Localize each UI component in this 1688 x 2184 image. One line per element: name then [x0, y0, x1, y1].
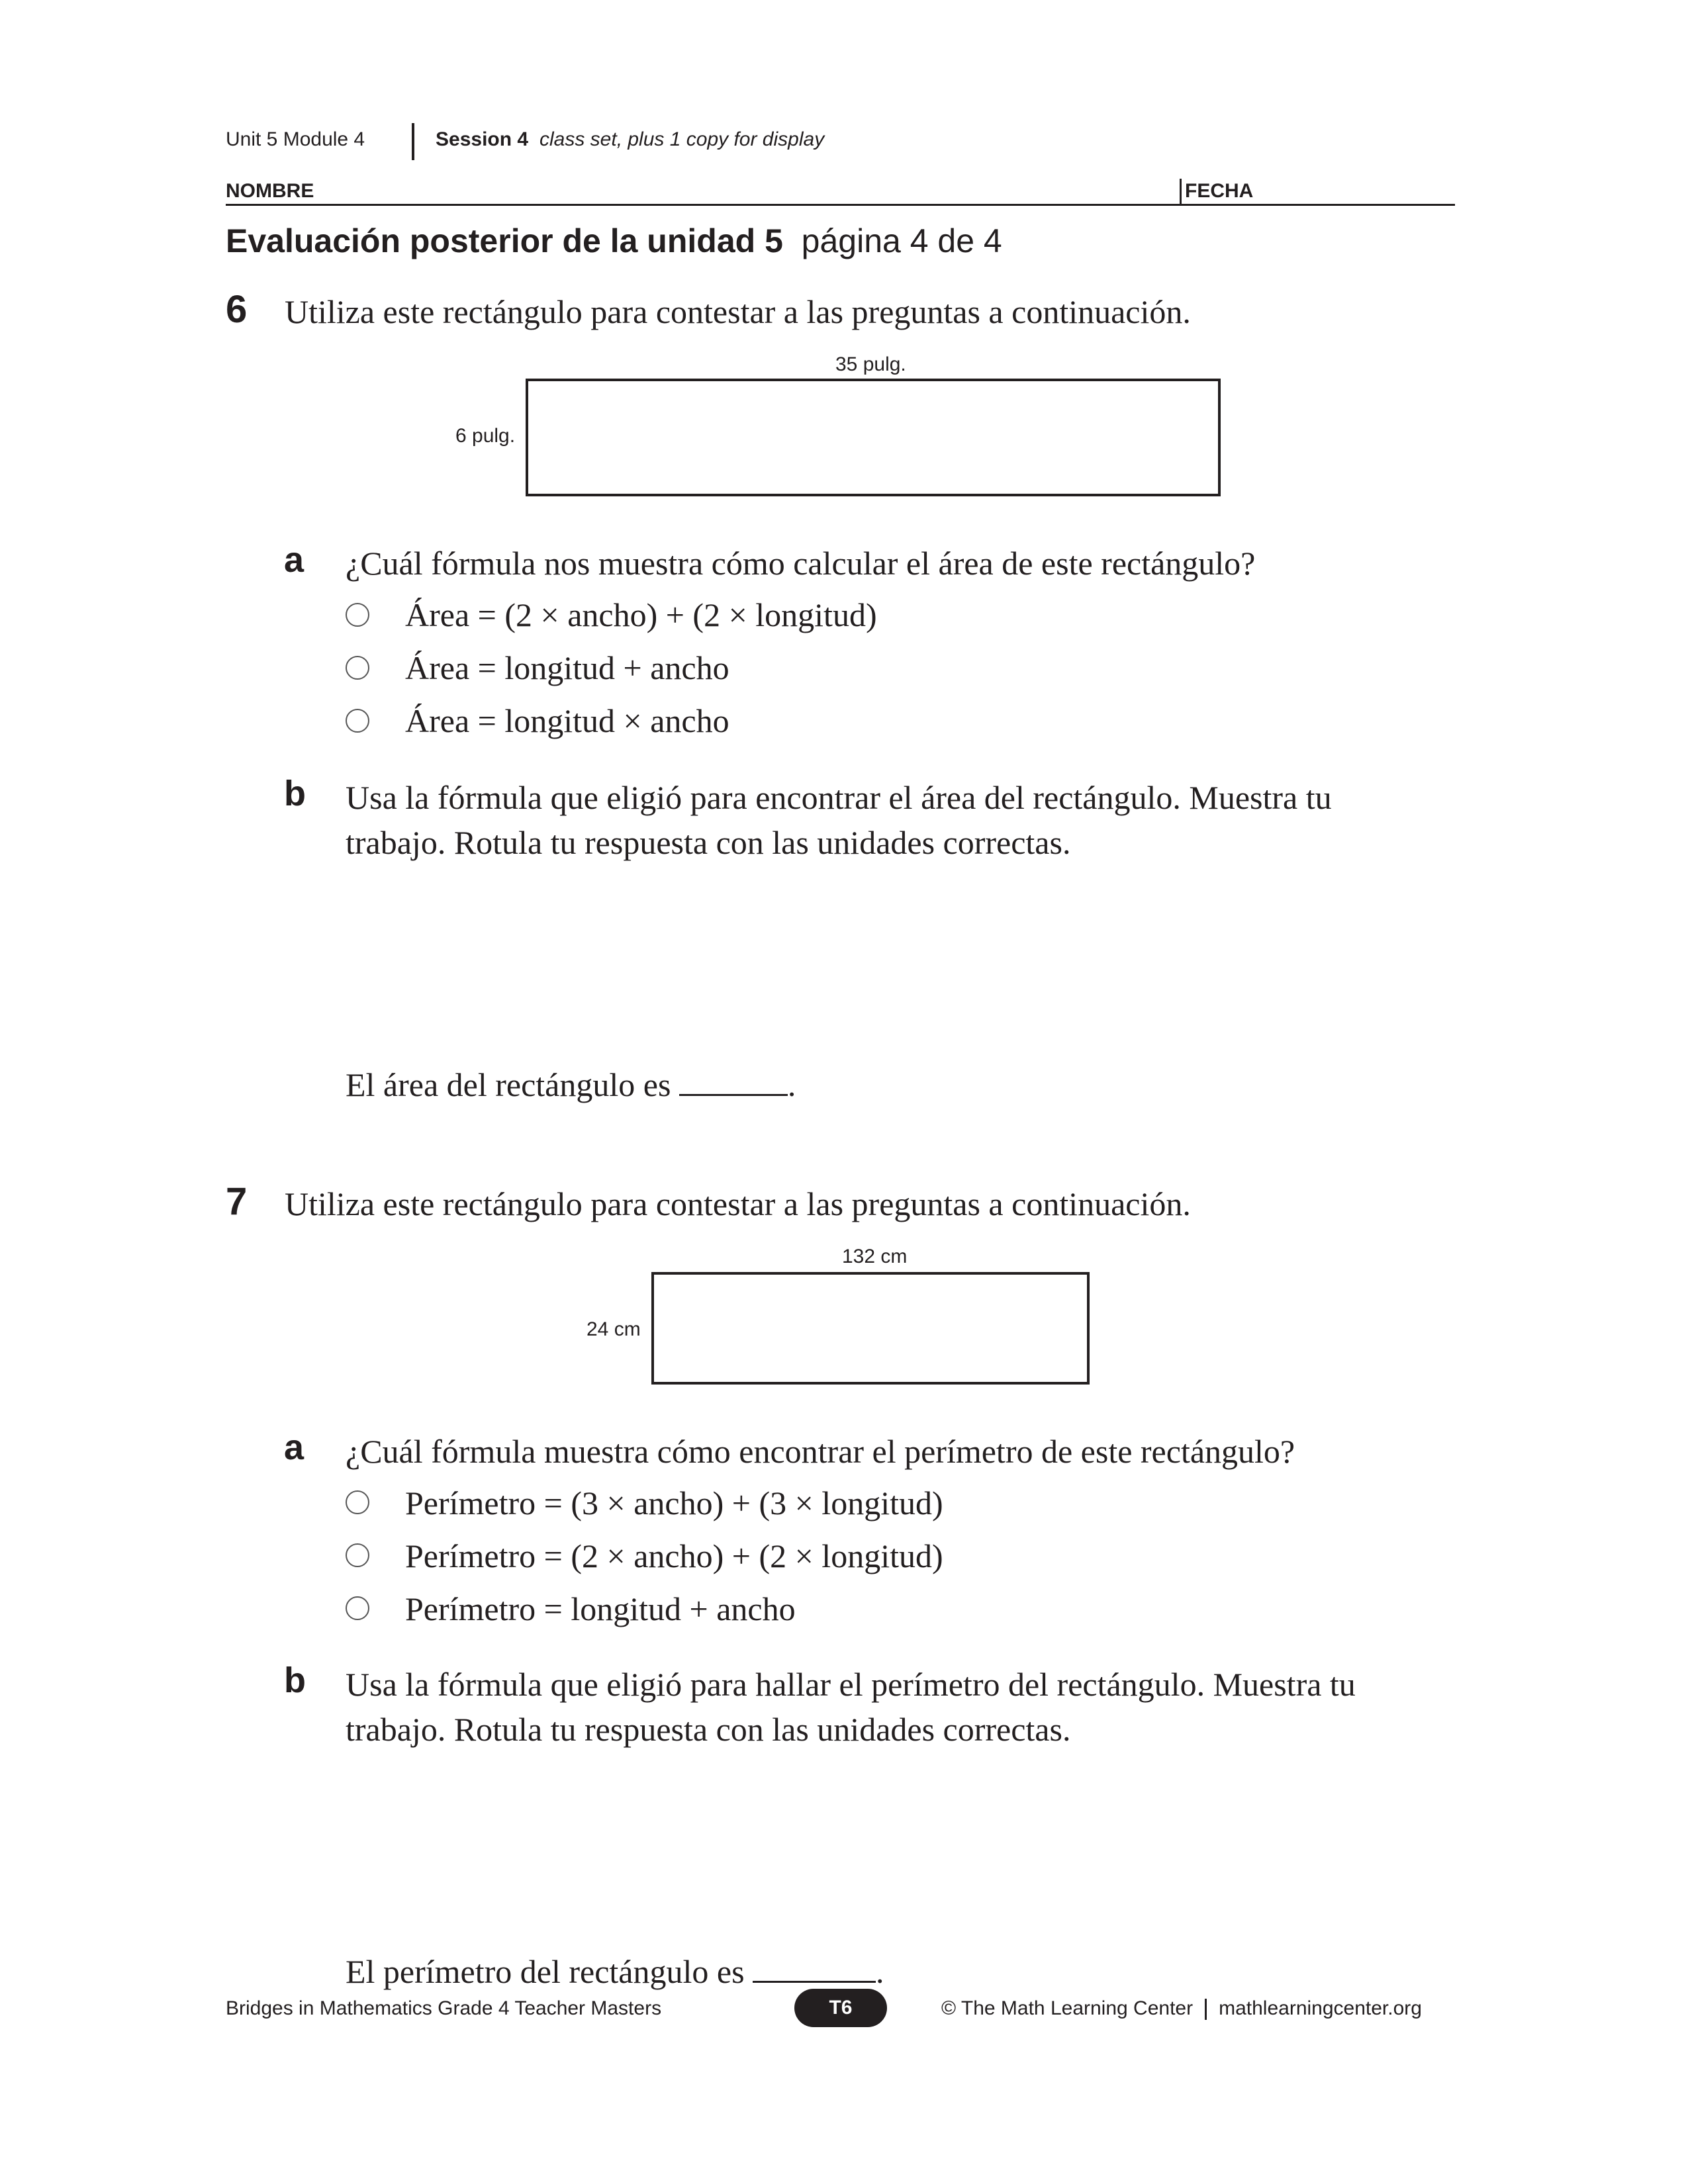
question-7-number: 7: [226, 1180, 248, 1223]
q6a-option-3-radio[interactable]: [346, 709, 369, 733]
footer-credits: [941, 1997, 1422, 2020]
q7a-option-1: Perímetro = (3 × ancho) + (3 × longitud): [405, 1484, 943, 1522]
q7a-option-1-radio[interactable]: [346, 1490, 369, 1514]
q7-rect-width-label: 24 cm: [586, 1318, 641, 1340]
q6a-letter: a: [284, 540, 305, 580]
date-label: FECHA: [1185, 180, 1254, 202]
q6a-option-1-radio[interactable]: [346, 603, 369, 627]
q7a-question: ¿Cuál fórmula muestra cómo encontrar el perímetro de este rectángulo?: [346, 1433, 1295, 1470]
q7b-instruction-line-2: trabajo. Rotula tu respuesta con las unidades correctas.: [346, 1711, 1071, 1748]
name-date-line[interactable]: [226, 204, 1455, 206]
page-badge: T6: [794, 1989, 887, 2027]
q6-answer-line: [346, 1066, 796, 1104]
q6a-option-2: Área = longitud + ancho: [405, 649, 729, 686]
page-title: [226, 222, 1002, 260]
session-label: Session 4: [436, 128, 529, 150]
session-note: class set, plus 1 copy for display: [539, 128, 825, 150]
q6-rectangle: [526, 379, 1221, 496]
q6-answer-suffix: .: [787, 1066, 796, 1103]
q7a-option-2-radio[interactable]: [346, 1543, 369, 1567]
q6a-question: ¿Cuál fórmula nos muestra cómo calcular el área de este rectángulo?: [346, 545, 1256, 582]
q7a-option-3: Perímetro = longitud + ancho: [405, 1590, 796, 1627]
footer-copyright: © The Math Learning Center: [941, 1997, 1194, 2019]
q7-rect-length-label: 132 cm: [842, 1246, 908, 1267]
q7b-letter: b: [284, 1661, 306, 1700]
footer-website[interactable]: mathlearningcenter.org: [1219, 1997, 1422, 2019]
question-7-prompt: Utiliza este rectángulo para contestar a las preguntas a continuación.: [285, 1185, 1191, 1222]
question-6-prompt: Utiliza este rectángulo para contestar a las preguntas a continuación.: [285, 293, 1191, 330]
question-6-number: 6: [226, 288, 248, 331]
date-divider: [1180, 179, 1182, 205]
q7b-instruction-line-1: Usa la fórmula que eligió para hallar el perímetro del rectángulo. Muestra tu: [346, 1666, 1356, 1703]
q6a-option-3: Área = longitud × ancho: [405, 702, 729, 739]
name-label: NOMBRE: [226, 180, 314, 202]
q7a-option-3-radio[interactable]: [346, 1596, 369, 1620]
q6a-option-1: Área = (2 × ancho) + (2 × longitud): [405, 596, 877, 633]
q6-answer-blank[interactable]: [679, 1066, 788, 1096]
header-divider: [412, 123, 414, 160]
q6-answer-prefix: El área del rectángulo es: [346, 1066, 671, 1103]
q7a-letter: a: [284, 1428, 305, 1467]
q6-rect-length-label: 35 pulg.: [835, 353, 906, 375]
q7-answer-suffix: .: [876, 1953, 884, 1990]
q6b-instruction-line-1: Usa la fórmula que eligió para encontrar el área del rectángulo. Muestra tu: [346, 779, 1332, 816]
q6a-option-2-radio[interactable]: [346, 656, 369, 680]
q6b-letter: b: [284, 774, 306, 813]
q6b-instruction-line-2: trabajo. Rotula tu respuesta con las unidades correctas.: [346, 824, 1071, 861]
footer-publication: Bridges in Mathematics Grade 4 Teacher Masters: [226, 1997, 662, 2019]
footer-divider: [1205, 1999, 1207, 2020]
q7-answer-line: [346, 1952, 884, 1991]
unit-module-label: Unit 5 Module 4: [226, 128, 365, 150]
q7-answer-prefix: El perímetro del rectángulo es: [346, 1953, 745, 1990]
title-main: Evaluación posterior de la unidad 5: [226, 222, 783, 259]
q6-rect-width-label: 6 pulg.: [455, 425, 516, 447]
title-page: página 4 de 4: [801, 222, 1002, 259]
q7-answer-blank[interactable]: [753, 1953, 876, 1983]
q7-rectangle: [651, 1272, 1090, 1385]
q7a-option-2: Perímetro = (2 × ancho) + (2 × longitud): [405, 1537, 943, 1574]
